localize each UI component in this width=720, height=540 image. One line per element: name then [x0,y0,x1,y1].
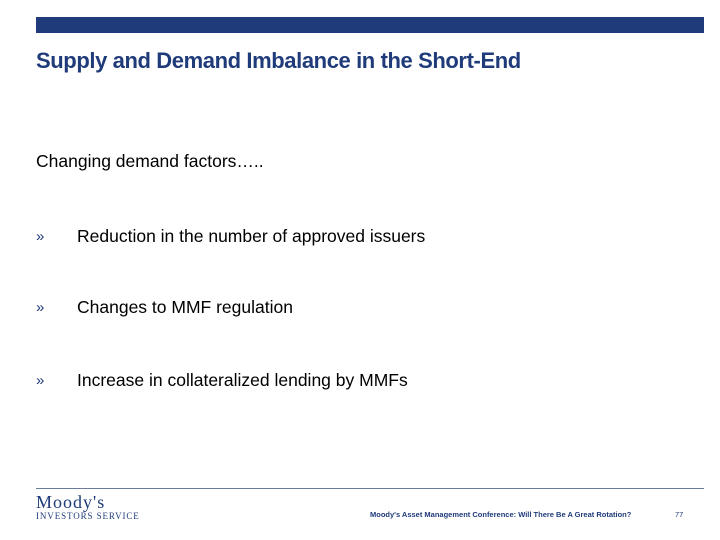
footer-conference-title: Moody's Asset Management Conference: Will There Be A Great Rotation? [370,510,632,519]
intro-text: Changing demand factors….. [36,151,264,171]
footer-divider [36,488,704,489]
moodys-logo [36,493,140,522]
bullet-text: Changes to MMF regulation [77,297,293,317]
bullet-marker-icon: » [36,228,45,245]
bullet-marker-icon: » [36,299,45,316]
bullet-marker-icon: » [36,372,45,389]
top-header-bar [36,17,704,33]
page-number: 77 [675,510,684,519]
bullet-text: Increase in collateralized lending by MMFs [77,370,408,390]
bullet-text: Reduction in the number of approved issuers [77,226,426,246]
slide-title: Supply and Demand Imbalance in the Short-End [36,48,521,73]
logo-tagline: INVESTORS SERVICE [36,511,140,521]
logo-wordmark: Moody's [36,492,106,512]
